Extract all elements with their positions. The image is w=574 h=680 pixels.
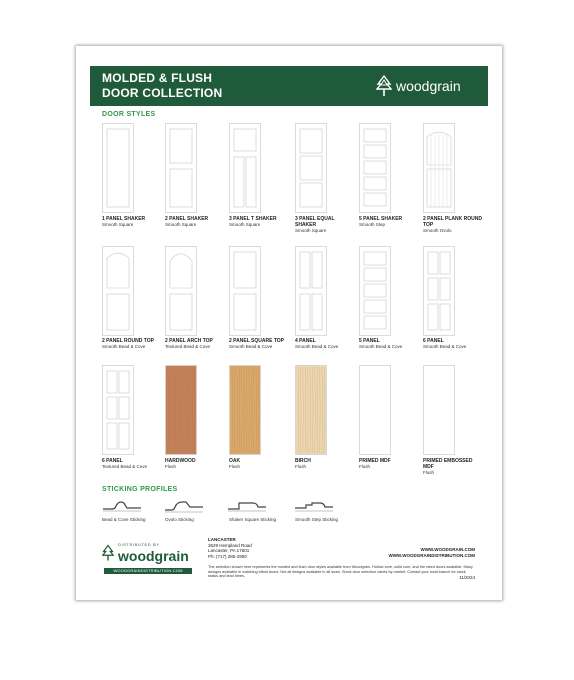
door-finish: Flush	[165, 464, 177, 469]
door-name: 3 PANEL EQUAL SHAKER	[295, 216, 335, 228]
door-caption	[229, 458, 289, 470]
door-name: 2 PANEL ARCH TOP	[165, 338, 213, 344]
door-finish: Smooth Square	[229, 222, 261, 227]
door-caption	[359, 216, 419, 228]
door-caption	[295, 338, 355, 350]
door-name: 2 PANEL SQUARE TOP	[229, 338, 285, 344]
door-caption	[295, 458, 355, 470]
door-caption	[102, 458, 162, 470]
primed-mdf-door	[359, 365, 391, 455]
door-name: OAK	[229, 458, 241, 464]
door-finish: Smooth Square	[165, 222, 197, 227]
door-caption	[229, 338, 289, 350]
door-caption	[423, 216, 483, 234]
door-name: PRIMED MDF	[359, 458, 391, 464]
door-finish: Smooth Step	[359, 222, 386, 227]
door-finish: Smooth Square	[295, 228, 327, 233]
tree-icon	[102, 542, 114, 564]
door-name: 1 PANEL SHAKER	[102, 216, 146, 222]
brand-name: woodgrain	[396, 78, 461, 94]
door-caption	[165, 216, 225, 228]
web-links	[389, 547, 476, 559]
4-panel-door	[295, 246, 327, 336]
door-name: 6 PANEL	[423, 338, 444, 344]
2-panel-plank-round-top-door	[423, 123, 455, 213]
door-name: PRIMED EMBOSSED MDF	[423, 458, 473, 470]
oak-door	[229, 365, 261, 455]
distributor-brand: woodgrain	[118, 548, 189, 564]
birch-door	[295, 365, 327, 455]
page-title	[102, 71, 302, 101]
woodgrain-website[interactable]: WWW.WOODGRAIN.COM	[420, 547, 475, 552]
revision-date: 11/2024	[459, 575, 475, 580]
5-panel-shaker-door	[359, 123, 391, 213]
2-panel-arch-top-door	[165, 246, 197, 336]
door-finish: Smooth Bead & Cove	[423, 344, 467, 349]
smooth-step-profile-icon	[294, 498, 334, 514]
distribution-site-bar: WOODGRAINDISTRIBUTION.COM	[104, 568, 192, 574]
sticking-profiles-heading: STICKING PROFILES	[102, 486, 178, 493]
branch-name: LANCASTER	[208, 537, 236, 542]
3-panel-t-shaker-door	[229, 123, 261, 213]
door-caption	[165, 338, 225, 350]
2-panel-round-top-door	[102, 246, 134, 336]
6-panel-door	[102, 365, 134, 455]
title-line-2: DOOR COLLECTION	[102, 86, 223, 100]
profile-label: Shaker Square Sticking	[229, 517, 277, 522]
header-banner	[90, 66, 488, 106]
branch-address	[208, 537, 252, 559]
ovolo-profile-icon	[164, 498, 204, 514]
door-name: 5 PANEL SHAKER	[359, 216, 403, 222]
phone-number: Ph: (717) 285-2900	[208, 553, 247, 559]
profile-label: Smooth Step Sticking	[295, 517, 339, 522]
door-finish: Textured Bead & Cove	[165, 344, 211, 349]
3-panel-equal-shaker-door	[295, 123, 327, 213]
5-panel-door	[359, 246, 391, 336]
door-name: 5 PANEL	[359, 338, 380, 344]
door-caption	[295, 216, 355, 234]
brand-logo	[376, 75, 476, 97]
door-name: BIRCH	[295, 458, 311, 464]
door-caption	[359, 458, 419, 470]
title-line-1: MOLDED & FLUSH	[102, 71, 213, 85]
door-name: 4 PANEL	[295, 338, 316, 344]
door-caption	[359, 338, 419, 350]
6-panel-door	[423, 246, 455, 336]
distributed-by-label: DISTRIBUTED BY	[118, 542, 160, 547]
1-panel-shaker-door	[102, 123, 134, 213]
street-address: 3629 Hempland Road	[208, 542, 252, 548]
tree-icon	[376, 75, 392, 97]
city-state-zip: Lancaster, PA 17601	[208, 548, 250, 553]
door-finish: Smooth Ovolo	[423, 228, 452, 233]
shaker-square-profile-icon	[227, 498, 267, 514]
bead-cove-profile-icon	[102, 498, 142, 514]
door-name: 2 PANEL ROUND TOP	[102, 338, 154, 344]
door-finish: Smooth Bead & Cove	[102, 344, 146, 349]
door-finish: Flush	[229, 464, 241, 469]
door-caption	[229, 216, 289, 228]
door-name: 2 PANEL SHAKER	[165, 216, 209, 222]
distributor-logo	[102, 540, 194, 576]
door-finish: Flush	[295, 464, 307, 469]
door-name: 3 PANEL T SHAKER	[229, 216, 277, 222]
catalog-sheet	[76, 46, 502, 600]
door-finish: Textured Bead & Cove	[102, 464, 148, 469]
door-name: 2 PANEL PLANK ROUND TOP	[423, 216, 482, 228]
door-caption	[423, 338, 483, 350]
hardwood-door	[165, 365, 197, 455]
door-name: HARDWOOD	[165, 458, 196, 464]
disclaimer-text: The selection shown here represents the molded and flush door styles available from Woodgrain. Hollow core, solid core, and fire rated doors available. Many designs available in matching bifold doors. Not all designs available in all sizes. Stock door selection varies by market. Contact your local branch for stock status and lead times.	[208, 565, 473, 579]
door-finish: Smooth Bead & Cove	[295, 344, 339, 349]
door-finish: Flush	[359, 464, 371, 469]
door-finish: Flush	[423, 470, 435, 475]
primed-embossed-mdf-door	[423, 365, 455, 455]
door-finish: Smooth Bead & Cove	[229, 344, 273, 349]
door-caption	[102, 216, 162, 228]
2-panel-square-top-door	[229, 246, 261, 336]
profile-label: Bead & Cove Sticking	[102, 517, 146, 522]
door-caption	[102, 338, 162, 350]
door-styles-heading: DOOR STYLES	[102, 111, 156, 118]
door-finish: Smooth Bead & Cove	[359, 344, 403, 349]
profile-label: Ovolo Sticking	[165, 517, 194, 522]
door-name: 6 PANEL	[102, 458, 123, 464]
distribution-website[interactable]: WWW.WOODGRAINDISTRIBUTION.COM	[388, 553, 475, 558]
door-finish: Smooth Square	[102, 222, 134, 227]
door-caption	[165, 458, 225, 470]
2-panel-shaker-door	[165, 123, 197, 213]
door-caption	[423, 458, 483, 476]
